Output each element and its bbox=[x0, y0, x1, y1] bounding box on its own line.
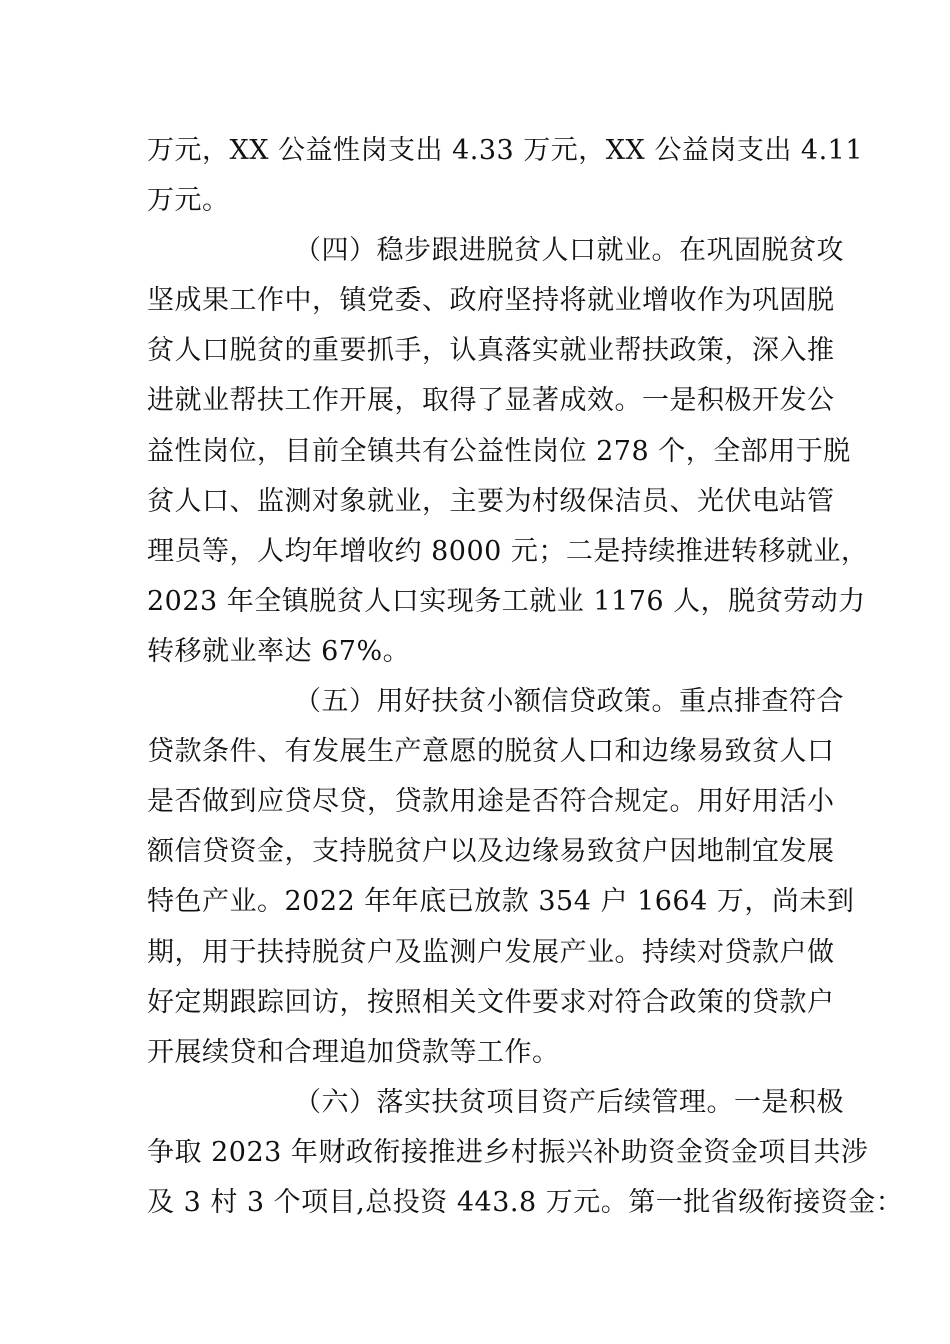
text-line: 进就业帮扶工作开展，取得了显著成效。一是积极开发公 bbox=[147, 385, 835, 417]
text-line: 坚成果工作中，镇党委、政府坚持将就业增收作为巩固脱 bbox=[147, 285, 835, 317]
text-line: 益性岗位，目前全镇共有公益性岗位 278 个，全部用于脱 bbox=[147, 435, 851, 467]
text-line: 好定期跟踪回访，按照相关文件要求对符合政策的贷款户 bbox=[147, 986, 835, 1018]
text-line: 贫人口脱贫的重要抓手，认真落实就业帮扶政策，深入推 bbox=[147, 335, 835, 367]
text-line: 是否做到应贷尽贷，贷款用途是否符合规定。用好用活小 bbox=[147, 786, 835, 818]
text-line: 理员等，人均年增收约 8000 元；二是持续推进转移就业， bbox=[147, 535, 869, 567]
text-line: 额信贷资金，支持脱贫户以及边缘易致贫户因地制宜发展 bbox=[147, 836, 835, 868]
text-line: 及 3 村 3 个项目,总投资 443.8 万元。第一批省级衔接资金： bbox=[147, 1186, 904, 1218]
document-body bbox=[147, 126, 904, 1228]
section-heading-line: （五）用好扶贫小额信贷政策。重点排查符合 bbox=[294, 686, 844, 718]
text-line: 期，用于扶持脱贫户及监测户发展产业。持续对贷款户做 bbox=[147, 936, 835, 968]
section-heading-line: （六）落实扶贫项目资产后续管理。一是积极 bbox=[294, 1086, 844, 1118]
text-line: 万元。 bbox=[147, 185, 230, 217]
text-line: 贫人口、监测对象就业，主要为村级保洁员、光伏电站管 bbox=[147, 485, 835, 517]
text-line: 开展续贷和合理追加贷款等工作。 bbox=[147, 1036, 560, 1068]
section-heading-line: （四）稳步跟进脱贫人口就业。在巩固脱贫攻 bbox=[294, 235, 844, 267]
text-line: 万元，XX 公益性岗支出 4.33 万元，XX 公益岗支出 4.11 bbox=[147, 135, 864, 166]
text-line: 2023 年全镇脱贫人口实现务工就业 1176 人，脱贫劳动力 bbox=[147, 585, 866, 617]
text-line: 特色产业。2022 年年底已放款 354 户 1664 万，尚未到 bbox=[147, 886, 855, 918]
text-line: 转移就业率达 67%。 bbox=[147, 635, 411, 667]
text-line: 争取 2023 年财政衔接推进乡村振兴补助资金资金项目共涉 bbox=[147, 1136, 869, 1168]
text-line: 贷款条件、有发展生产意愿的脱贫人口和边缘易致贫人口 bbox=[147, 736, 835, 768]
